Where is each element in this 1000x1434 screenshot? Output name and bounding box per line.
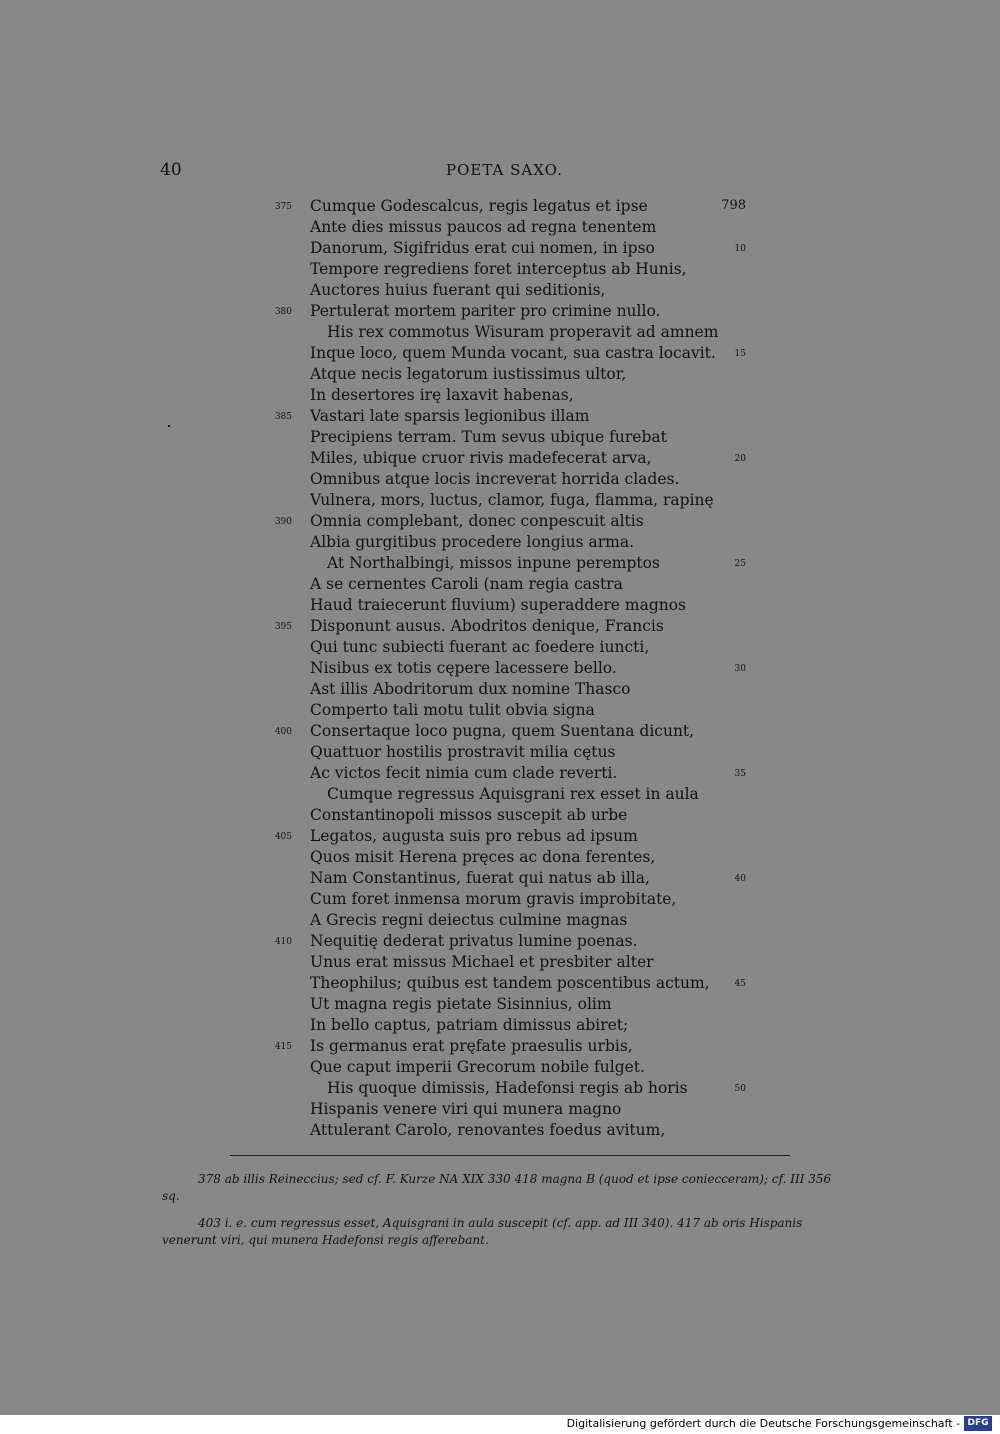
verse-text: Omnia complebant, donec conpescuit altis (310, 512, 644, 530)
verse-line (0, 973, 1000, 994)
verse-text: Haud traiecerunt fluvium) superaddere magnos (310, 596, 687, 614)
verse-line (0, 1120, 1000, 1141)
verse-text: Unus erat missus Michael et presbiter alter (310, 953, 654, 971)
verse-text: Nisibus ex totis cępere lacessere bello. (310, 659, 617, 677)
verse-line (0, 742, 1000, 763)
verse-text: Cumque Godescalcus, regis legatus et ipse (310, 197, 648, 215)
verse-line (0, 595, 1000, 616)
verse-line (0, 280, 1000, 301)
verse-text: Inque loco, quem Munda vocant, sua castra locavit. (310, 344, 716, 362)
verse-text: Tempore regrediens foret interceptus ab Hunis, (310, 260, 687, 278)
verse-line (0, 238, 1000, 259)
verse-line (0, 931, 1000, 952)
verse-text: Constantinopoli missos suscepit ab urbe (310, 806, 628, 824)
verse-number: 390 (274, 517, 292, 527)
verse-line (0, 994, 1000, 1015)
verse-text: Cum foret inmensa morum gravis improbitate, (310, 890, 677, 908)
verse-number: 415 (274, 1042, 292, 1052)
verse-line (0, 721, 1000, 742)
verse-text: Theophilus; quibus est tandem poscentibus actum, (310, 974, 710, 992)
verse-text: Hispanis venere viri qui munera magno (310, 1100, 622, 1118)
verse-text: Comperto tali motu tulit obvia signa (310, 701, 595, 719)
margin-reference: 30 (734, 664, 746, 674)
verse-line (0, 427, 1000, 448)
verse-text: Consertaque loco pugna, quem Suentana dicunt, (310, 722, 695, 740)
verse-line (0, 385, 1000, 406)
verse-text: Nam Constantinus, fuerat qui natus ab illa, (310, 869, 650, 887)
verse-line (0, 1015, 1000, 1036)
margin-reference: 35 (734, 769, 746, 779)
margin-reference: 45 (734, 979, 746, 989)
margin-reference: 40 (734, 874, 746, 884)
verse-text: Albia gurgitibus procedere longius arma. (310, 533, 635, 551)
verse-text: Omnibus atque locis increverat horrida clades. (310, 470, 680, 488)
verse-line (0, 322, 1000, 343)
verse-text: Ante dies missus paucos ad regna tenentem (310, 218, 657, 236)
verse-text: Ut magna regis pietate Sisinnius, olim (310, 995, 612, 1013)
verse-text: Precipiens terram. Tum sevus ubique furebat (310, 428, 667, 446)
verse-line (0, 1036, 1000, 1057)
verse-text: Vulnera, mors, luctus, clamor, fuga, flamma, rapinę (310, 491, 714, 509)
verse-line (0, 763, 1000, 784)
footer-credit: Digitalisierung gefördert durch die Deutsche Forschungsgemeinschaft - (566, 1417, 960, 1430)
verse-line (0, 511, 1000, 532)
verse-line (0, 406, 1000, 427)
verse-text: Disponunt ausus. Abodritos denique, Francis (310, 617, 664, 635)
verse-text: In desertores irę laxavit habenas, (310, 386, 574, 404)
verse-line (0, 952, 1000, 973)
verse-line (0, 700, 1000, 721)
verse-text: Cumque regressus Aquisgrani rex esset in aula (327, 785, 699, 803)
verse-text: Ast illis Abodritorum dux nomine Thasco (310, 680, 631, 698)
verse-text: Pertulerat mortem pariter pro crimine nullo. (310, 302, 661, 320)
verse-line (0, 679, 1000, 700)
verse-number: 385 (274, 412, 292, 422)
verse-line (0, 868, 1000, 889)
verse-text: A Grecis regni deiectus culmine magnas (310, 911, 628, 929)
verse-text: Quos misit Herena pręces ac dona ferentes, (310, 848, 656, 866)
verse-text: Vastari late sparsis legionibus illam (310, 407, 590, 425)
verse-text: Qui tunc subiecti fuerant ac foedere iuncti, (310, 638, 650, 656)
footnote-1: 378 ab illis Reineccius; sed cf. F. Kurze NA XIX 330 418 magna B (quod et ipse coniecceram); cf. III 356 sq. (162, 1172, 832, 1203)
verse-text: At Northalbingi, missos inpune peremptos (327, 554, 660, 572)
footer-bar (0, 1415, 1000, 1434)
verse-text: Nequitię dederat privatus lumine poenas. (310, 932, 638, 950)
footnote-rule (230, 1155, 790, 1156)
verse-number: 400 (274, 727, 292, 737)
verse-number: 395 (274, 622, 292, 632)
verse-line (0, 826, 1000, 847)
verse-line (0, 1057, 1000, 1078)
verse-block (0, 196, 1000, 1141)
margin-reference: 50 (734, 1084, 746, 1094)
verse-number: 405 (274, 832, 292, 842)
verse-line (0, 259, 1000, 280)
verse-text: Que caput imperii Grecorum nobile fulget. (310, 1058, 645, 1076)
verse-line (0, 301, 1000, 322)
verse-line (0, 847, 1000, 868)
verse-line (0, 343, 1000, 364)
verse-line (0, 553, 1000, 574)
verse-text: Atque necis legatorum iustissimus ultor, (310, 365, 627, 383)
verse-text: Miles, ubique cruor rivis madefecerat arva, (310, 449, 652, 467)
running-head: POETA SAXO. (446, 161, 563, 179)
margin-reference: 10 (734, 244, 746, 254)
verse-line (0, 784, 1000, 805)
verse-line (0, 532, 1000, 553)
verse-text: His rex commotus Wisuram properavit ad amnem (327, 323, 719, 341)
verse-line (0, 805, 1000, 826)
verse-text: Auctores huius fuerant qui seditionis, (310, 281, 606, 299)
verse-line (0, 910, 1000, 931)
dfg-logo-icon: DFG (964, 1416, 992, 1431)
verse-text: Legatos, augusta suis pro rebus ad ipsum (310, 827, 638, 845)
verse-line (0, 574, 1000, 595)
verse-line (0, 637, 1000, 658)
verse-line (0, 364, 1000, 385)
verse-line (0, 448, 1000, 469)
verse-line (0, 490, 1000, 511)
verse-number: 410 (274, 937, 292, 947)
verse-line (0, 889, 1000, 910)
verse-line (0, 1078, 1000, 1099)
verse-line (0, 1099, 1000, 1120)
verse-line (0, 196, 1000, 217)
verse-text: Danorum, Sigifridus erat cui nomen, in ipso (310, 239, 655, 257)
margin-reference: 20 (734, 454, 746, 464)
verse-text: His quoque dimissis, Hadefonsi regis ab horis (327, 1079, 688, 1097)
margin-reference: 798 (721, 198, 746, 213)
verse-text: A se cernentes Caroli (nam regia castra (310, 575, 623, 593)
verse-text: Quattuor hostilis prostravit milia cętus (310, 743, 616, 761)
page-number: 40 (160, 160, 182, 180)
verse-number: 380 (274, 307, 292, 317)
footnote-2: 403 i. e. cum regressus esset, Aquisgrani in aula suscepit (cf. app. ad III 340). 417 ab oris Hispanis venerunt viri, qui munera Hadefonsi regis afferebant. (162, 1216, 803, 1247)
verse-line (0, 217, 1000, 238)
margin-reference: 15 (734, 349, 746, 359)
verse-line (0, 469, 1000, 490)
verse-line (0, 658, 1000, 679)
verse-text: Attulerant Carolo, renovantes foedus avitum, (310, 1121, 666, 1139)
margin-reference: 25 (734, 559, 746, 569)
verse-text: In bello captus, patriam dimissus abiret; (310, 1016, 629, 1034)
verse-text: Ac victos fecit nimia cum clade reverti. (310, 764, 618, 782)
verse-number: 375 (274, 202, 292, 212)
verse-line (0, 616, 1000, 637)
verse-text: Is germanus erat pręfate praesulis urbis, (310, 1037, 633, 1055)
